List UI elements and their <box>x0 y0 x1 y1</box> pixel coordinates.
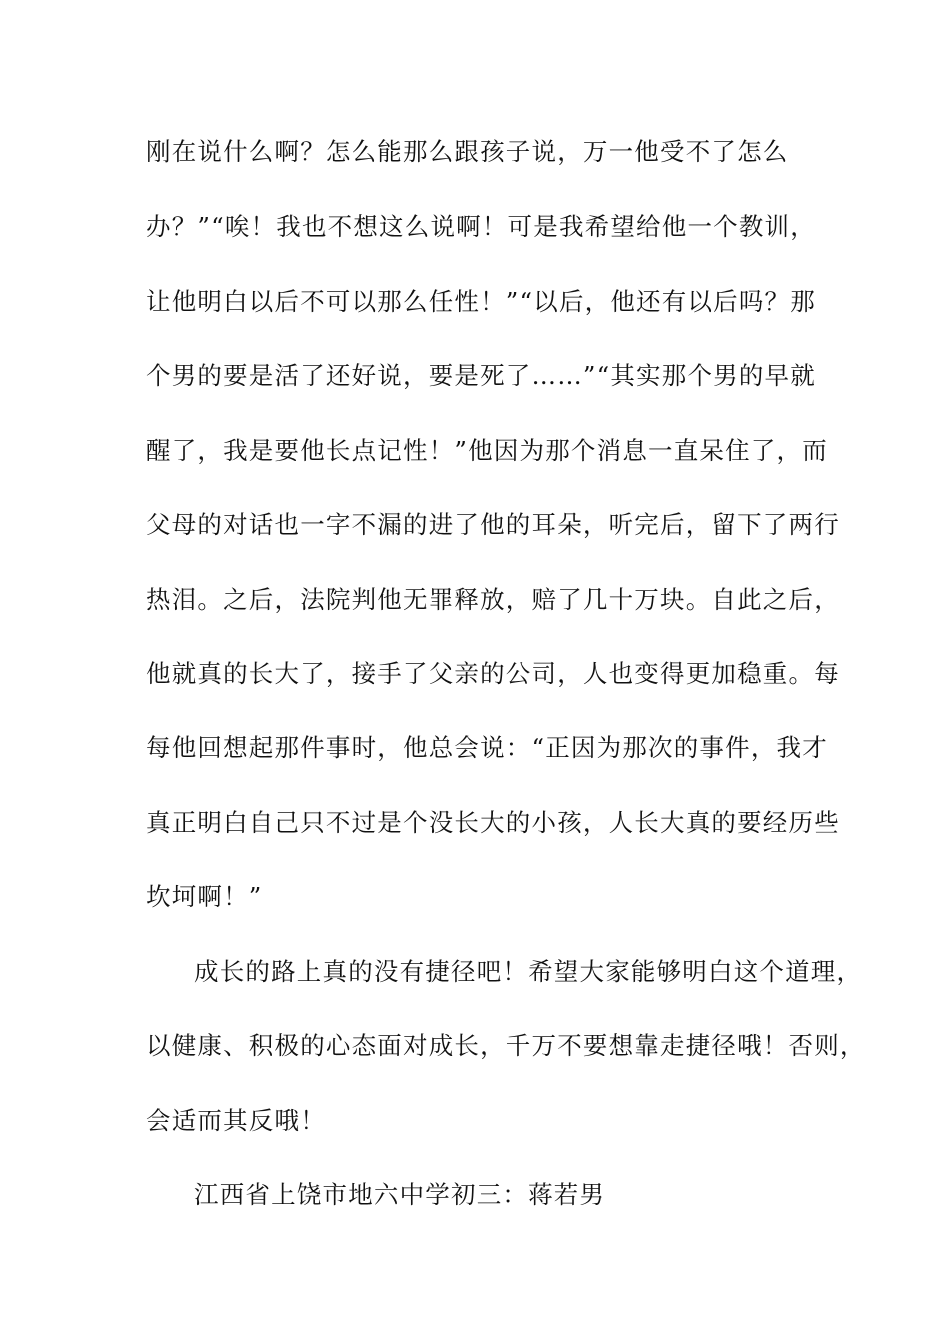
paragraph-line: 他就真的长大了，接手了父亲的公司，人也变得更加稳重。每 <box>146 659 840 688</box>
paragraph-line: 会适而其反哦！ <box>146 1106 326 1135</box>
paragraph-line: 让他明白以后不可以那么任性！”“以后，他还有以后吗？那 <box>146 287 816 316</box>
paragraph-line: 以健康、积极的心态面对成长，千万不要想靠走捷径哦！否则， <box>146 1031 866 1060</box>
paragraph-line: 每他回想起那件事时，他总会说：“正因为那次的事件，我才 <box>146 733 828 762</box>
paragraph-line: 父母的对话也一字不漏的进了他的耳朵，听完后，留下了两行 <box>146 510 840 539</box>
author-signature: 江西省上饶市地六中学初三：蒋若男 <box>194 1180 606 1209</box>
paragraph-line: 个男的要是活了还好说，要是死了……”“其实那个男的早就 <box>146 361 816 390</box>
paragraph-line: 热泪。之后，法院判他无罪释放，赔了几十万块。自此之后， <box>146 585 840 614</box>
paragraph-line: 成长的路上真的没有捷径吧！希望大家能够明白这个道理， <box>194 957 863 986</box>
paragraph-line: 醒了，我是要他长点记性！”他因为那个消息一直呆住了，而 <box>146 436 828 465</box>
paragraph-line: 刚在说什么啊？怎么能那么跟孩子说，万一他受不了怎么 <box>146 137 789 166</box>
paragraph-line: 办？”“唉！我也不想这么说啊！可是我希望给他一个教训， <box>146 212 816 241</box>
paragraph-line: 坎坷啊！” <box>146 882 263 911</box>
paragraph-line: 真正明白自己只不过是个没长大的小孩，人长大真的要经历些 <box>146 808 840 837</box>
